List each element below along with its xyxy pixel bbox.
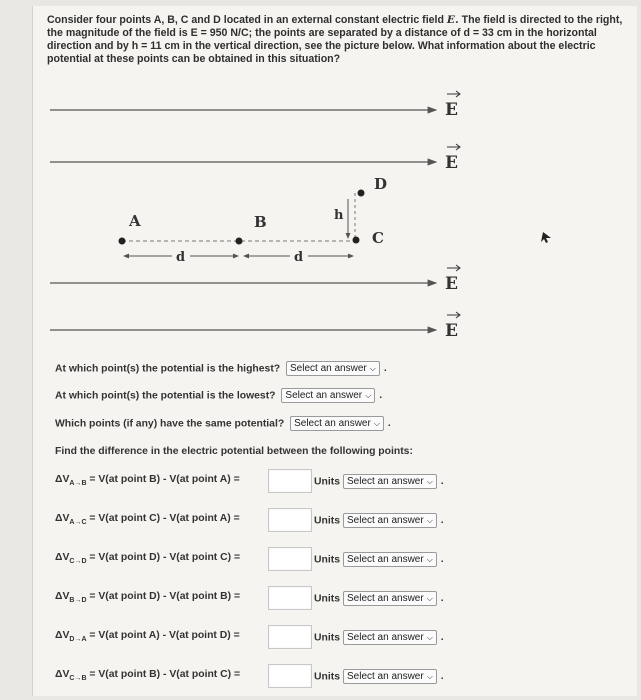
chevron-down-icon: ⌵	[426, 594, 433, 603]
diff-row	[55, 630, 240, 643]
delta-subscript: B→D	[69, 597, 87, 605]
point-d-dot	[358, 190, 365, 197]
units-select[interactable]: Select an answer ⌵	[343, 669, 437, 684]
answer-input[interactable]	[268, 547, 312, 571]
diff-expression: = V(at point B) - V(at point C) =	[86, 669, 241, 680]
units-select[interactable]: Select an answer ⌵	[343, 552, 437, 567]
q-highest-row: At which point(s) the potential is the highest? Select an answer ⌵ .	[55, 363, 387, 375]
delta-subscript: D→A	[69, 636, 87, 644]
chevron-down-icon: ⌵	[426, 555, 433, 564]
intro-text-1: Consider four points A, B, C and D located in an external constant electric field	[47, 14, 444, 26]
answer-input[interactable]	[268, 625, 312, 649]
units-row: Units Select an answer ⌵ .	[314, 476, 444, 488]
units-row: Units Select an answer ⌵ .	[314, 593, 444, 605]
h-label: h	[334, 208, 344, 223]
units-select[interactable]: Select an answer ⌵	[343, 474, 437, 489]
diff-expression: = V(at point D) - V(at point C) =	[86, 552, 241, 563]
q-lowest-text: At which point(s) the potential is the lowest?	[55, 390, 276, 402]
units-row: Units Select an answer ⌵ .	[314, 515, 444, 527]
delta-v-symbol: ΔV	[55, 591, 70, 602]
diff-row	[55, 552, 240, 565]
chevron-down-icon: ⌵	[365, 391, 372, 400]
point-c-dot	[353, 237, 360, 244]
units-row: Units Select an answer ⌵ .	[314, 671, 444, 683]
field-label-3: E	[445, 274, 458, 294]
units-label: Units	[314, 515, 340, 527]
chevron-down-icon: ⌵	[373, 419, 380, 428]
diff-row	[55, 591, 240, 604]
q-highest-text: At which point(s) the potential is the highest?	[55, 363, 281, 375]
point-c-label: C	[372, 229, 384, 247]
point-b-dot	[236, 238, 243, 245]
delta-v-symbol: ΔV	[55, 474, 70, 485]
answer-input[interactable]	[268, 586, 312, 610]
units-select[interactable]: Select an answer ⌵	[343, 591, 437, 606]
field-label-1: E	[445, 100, 458, 120]
diff-expression: = V(at point B) - V(at point A) =	[86, 474, 240, 485]
highest-select[interactable]: Select an answer ⌵	[286, 361, 380, 376]
delta-subscript: C→D	[69, 558, 87, 566]
field-label-2: E	[445, 153, 458, 173]
units-label: Units	[314, 554, 340, 566]
point-a-label: A	[129, 212, 141, 230]
q-find-diff: Find the difference in the electric potential between the following points:	[55, 446, 413, 457]
q-lowest-row: At which point(s) the potential is the lowest? Select an answer ⌵ .	[55, 390, 383, 402]
units-label: Units	[314, 632, 340, 644]
field-label-4: E	[445, 321, 458, 341]
diff-expression: = V(at point C) - V(at point A) =	[86, 513, 240, 524]
diff-row	[55, 669, 240, 682]
chevron-down-icon: ⌵	[426, 672, 433, 681]
q-same-row: Which points (if any) have the same potential? Select an answer ⌵ .	[55, 418, 391, 430]
answer-input[interactable]	[268, 469, 312, 493]
chevron-down-icon: ⌵	[426, 477, 433, 486]
field-symbol: E.	[446, 14, 459, 26]
delta-v-symbol: ΔV	[55, 630, 70, 641]
delta-subscript: C→B	[69, 675, 87, 683]
answer-input[interactable]	[268, 664, 312, 688]
same-select[interactable]: Select an answer ⌵	[290, 416, 384, 431]
diff-row	[55, 474, 240, 487]
delta-v-symbol: ΔV	[55, 552, 70, 563]
d-label-2: d	[294, 250, 304, 265]
units-label: Units	[314, 671, 340, 683]
chevron-down-icon: ⌵	[426, 516, 433, 525]
q-same-text: Which points (if any) have the same potential?	[55, 418, 285, 430]
point-a-dot	[119, 238, 126, 245]
delta-v-symbol: ΔV	[55, 669, 70, 680]
chevron-down-icon: ⌵	[369, 364, 376, 373]
chevron-down-icon: ⌵	[426, 633, 433, 642]
delta-v-symbol: ΔV	[55, 513, 70, 524]
lowest-select[interactable]: Select an answer ⌵	[281, 388, 375, 403]
units-select[interactable]: Select an answer ⌵	[343, 513, 437, 528]
d-label-1: d	[176, 250, 186, 265]
point-d-label: D	[374, 175, 388, 193]
units-row: Units Select an answer ⌵ .	[314, 632, 444, 644]
answer-input[interactable]	[268, 508, 312, 532]
units-label: Units	[314, 593, 340, 605]
intro-text-2: The field is directed to the right, the magnitude of the field is E = 950 N/C; the points are separated by a distance of d = 33 cm in the horizontal direction and by h = 11 cm in the vertical direction, see the picture below. What information about the electric potential at these points can be obtained in this situation?	[47, 14, 623, 65]
delta-subscript: A→B	[69, 480, 87, 488]
units-select[interactable]: Select an answer ⌵	[343, 630, 437, 645]
diff-row	[55, 513, 240, 526]
delta-subscript: A→C	[69, 519, 87, 527]
cursor-icon	[541, 232, 551, 243]
units-label: Units	[314, 476, 340, 488]
units-row: Units Select an answer ⌵ .	[314, 554, 444, 566]
point-b-label: B	[254, 213, 267, 231]
diff-expression: = V(at point D) - V(at point B) =	[86, 591, 241, 602]
diff-expression: = V(at point A) - V(at point D) =	[86, 630, 240, 641]
